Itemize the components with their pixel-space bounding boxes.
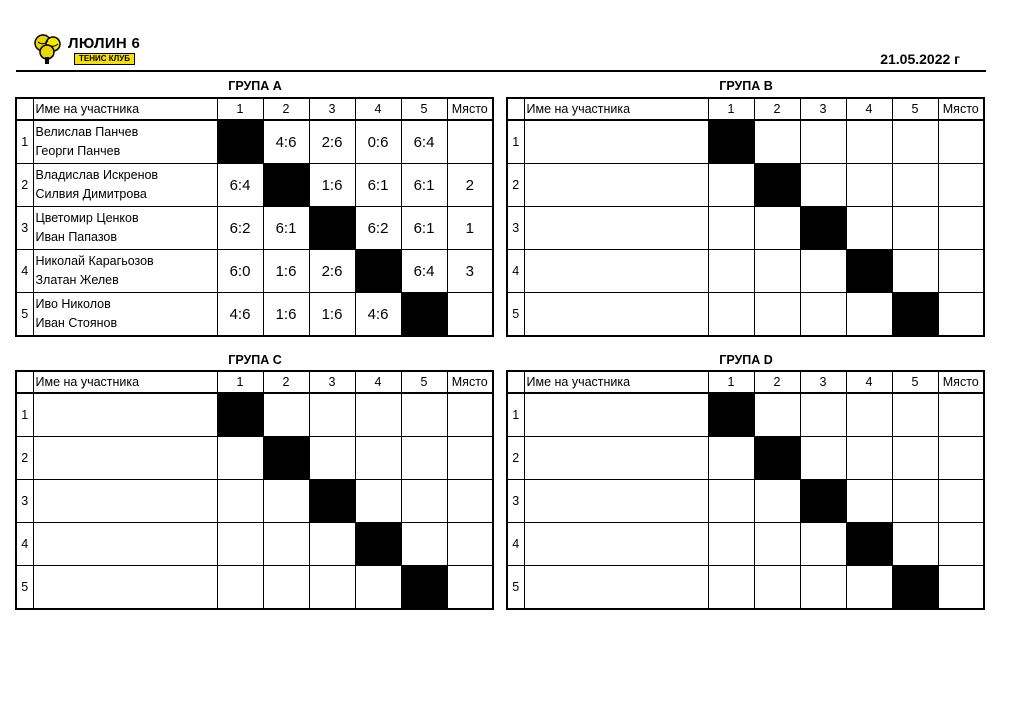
header-place-cell: Място <box>447 371 493 393</box>
header-number-cell <box>507 98 524 120</box>
match-score-cell[interactable] <box>309 437 355 480</box>
place-cell[interactable] <box>938 523 984 566</box>
self-match-blocked-cell <box>263 437 309 480</box>
row-number: 2 <box>507 164 524 207</box>
row-number: 5 <box>507 293 524 337</box>
match-score-cell[interactable] <box>263 523 309 566</box>
table-row <box>507 437 984 480</box>
self-match-blocked-cell <box>754 164 800 207</box>
participant-names[interactable] <box>524 393 708 437</box>
participant-names[interactable] <box>33 523 217 566</box>
place-cell[interactable] <box>938 164 984 207</box>
match-score-cell[interactable] <box>217 480 263 523</box>
self-match-blocked-cell <box>754 437 800 480</box>
match-score-cell[interactable]: 4:6 <box>217 293 263 337</box>
table-row <box>507 480 984 523</box>
match-score-cell[interactable]: 1:6 <box>263 250 309 293</box>
match-score-cell[interactable]: 6:1 <box>263 207 309 250</box>
match-score-cell[interactable] <box>263 566 309 610</box>
self-match-blocked-cell <box>800 207 846 250</box>
match-score-cell[interactable]: 6:4 <box>401 250 447 293</box>
place-cell[interactable] <box>938 207 984 250</box>
match-score-cell[interactable] <box>708 250 754 293</box>
participant-names[interactable] <box>33 250 217 293</box>
match-score-cell[interactable] <box>846 480 892 523</box>
participant-name-2: Иван Стоянов <box>35 316 118 330</box>
row-number: 3 <box>507 207 524 250</box>
participant-names[interactable] <box>524 164 708 207</box>
header-round-cell: 1 <box>708 98 754 120</box>
match-score-cell[interactable] <box>892 164 938 207</box>
header-row <box>16 98 493 120</box>
place-cell[interactable] <box>938 393 984 437</box>
table-row <box>507 207 984 250</box>
place-cell[interactable] <box>447 293 493 337</box>
self-match-blocked-cell <box>892 566 938 610</box>
match-score-cell[interactable] <box>892 250 938 293</box>
match-score-cell[interactable] <box>754 120 800 164</box>
header-place-cell: Място <box>938 371 984 393</box>
header-round-cell: 2 <box>754 371 800 393</box>
header-round-cell: 2 <box>263 371 309 393</box>
self-match-blocked-cell <box>217 120 263 164</box>
participant-name-2: Силвия Димитрова <box>35 187 147 201</box>
group-title-b: ГРУПА В <box>719 79 773 93</box>
header-number-cell <box>16 371 33 393</box>
row-number: 1 <box>16 120 33 164</box>
match-score-cell[interactable] <box>217 566 263 610</box>
match-score-cell[interactable] <box>401 393 447 437</box>
row-number: 2 <box>507 437 524 480</box>
match-score-cell[interactable] <box>754 207 800 250</box>
header-round-cell: 1 <box>708 371 754 393</box>
self-match-blocked-cell <box>355 523 401 566</box>
self-match-blocked-cell <box>846 523 892 566</box>
table-row <box>16 120 493 164</box>
match-score-cell[interactable] <box>708 566 754 610</box>
header-round-cell: 3 <box>800 98 846 120</box>
place-cell[interactable] <box>447 566 493 610</box>
table-row <box>507 293 984 337</box>
match-score-cell[interactable] <box>401 523 447 566</box>
place-cell[interactable] <box>447 393 493 437</box>
self-match-blocked-cell <box>355 250 401 293</box>
place-cell[interactable]: 3 <box>447 250 493 293</box>
match-score-cell[interactable] <box>708 293 754 337</box>
match-score-cell[interactable] <box>846 120 892 164</box>
place-cell[interactable] <box>938 120 984 164</box>
place-cell[interactable] <box>938 437 984 480</box>
match-score-cell[interactable] <box>800 523 846 566</box>
participant-name-1: Иво Николов <box>35 297 111 311</box>
header-row <box>16 371 493 393</box>
self-match-blocked-cell <box>263 164 309 207</box>
table-row <box>16 393 493 437</box>
place-cell[interactable] <box>447 120 493 164</box>
match-score-cell[interactable]: 6:2 <box>355 207 401 250</box>
participant-names[interactable] <box>33 437 217 480</box>
table-row <box>16 523 493 566</box>
match-score-cell[interactable] <box>754 393 800 437</box>
self-match-blocked-cell <box>401 566 447 610</box>
header-round-cell: 1 <box>217 371 263 393</box>
match-score-cell[interactable] <box>309 523 355 566</box>
match-score-cell[interactable] <box>263 480 309 523</box>
header-round-cell: 3 <box>309 98 355 120</box>
self-match-blocked-cell <box>217 393 263 437</box>
row-number: 2 <box>16 437 33 480</box>
match-score-cell[interactable] <box>800 566 846 610</box>
table-row <box>16 437 493 480</box>
self-match-blocked-cell <box>892 293 938 337</box>
place-cell[interactable] <box>938 480 984 523</box>
header-round-cell: 4 <box>355 371 401 393</box>
logo-subtitle: ТЕНИС КЛУБ <box>74 53 135 65</box>
header-name-cell: Име на участника <box>524 98 708 120</box>
match-score-cell[interactable] <box>355 480 401 523</box>
participant-names[interactable] <box>33 293 217 337</box>
header-name-cell: Име на участника <box>33 98 217 120</box>
event-date: 21.05.2022 г <box>880 51 960 67</box>
match-score-cell[interactable]: 2:6 <box>309 250 355 293</box>
participant-names[interactable] <box>524 293 708 337</box>
header-round-cell: 5 <box>892 98 938 120</box>
participant-name-1: Владислав Искренов <box>35 168 159 182</box>
match-score-cell[interactable] <box>800 120 846 164</box>
table-row <box>507 523 984 566</box>
table-row <box>16 164 493 207</box>
table-row <box>16 207 493 250</box>
self-match-blocked-cell <box>309 207 355 250</box>
group-title-a: ГРУПА А <box>228 79 282 93</box>
match-score-cell[interactable] <box>355 393 401 437</box>
match-score-cell[interactable]: 4:6 <box>355 293 401 337</box>
match-score-cell[interactable] <box>217 523 263 566</box>
match-score-cell[interactable] <box>263 393 309 437</box>
match-score-cell[interactable] <box>708 437 754 480</box>
match-score-cell[interactable]: 1:6 <box>309 164 355 207</box>
table-row <box>16 250 493 293</box>
header-round-cell: 5 <box>892 371 938 393</box>
participant-names[interactable] <box>33 566 217 610</box>
place-cell[interactable]: 2 <box>447 164 493 207</box>
match-score-cell[interactable]: 1:6 <box>309 293 355 337</box>
participant-names[interactable] <box>33 120 217 164</box>
participant-names[interactable] <box>524 437 708 480</box>
header-round-cell: 4 <box>846 98 892 120</box>
match-score-cell[interactable] <box>892 120 938 164</box>
match-score-cell[interactable] <box>892 207 938 250</box>
participant-name-2: Иван Папазов <box>35 230 118 244</box>
row-number: 2 <box>16 164 33 207</box>
match-score-cell[interactable] <box>708 207 754 250</box>
table-row <box>507 393 984 437</box>
place-cell[interactable]: 1 <box>447 207 493 250</box>
row-number: 3 <box>16 207 33 250</box>
group-c-table <box>15 370 494 610</box>
header-round-cell: 3 <box>309 371 355 393</box>
table-row <box>507 250 984 293</box>
match-score-cell[interactable] <box>708 480 754 523</box>
row-number: 5 <box>507 566 524 610</box>
tennis-ball-tree-icon <box>32 33 64 65</box>
self-match-blocked-cell <box>401 293 447 337</box>
match-score-cell[interactable] <box>217 437 263 480</box>
match-score-cell[interactable]: 6:1 <box>355 164 401 207</box>
match-score-cell[interactable]: 6:1 <box>401 207 447 250</box>
row-number: 1 <box>16 393 33 437</box>
header-round-cell: 4 <box>846 371 892 393</box>
self-match-blocked-cell <box>800 480 846 523</box>
table-row <box>507 120 984 164</box>
self-match-blocked-cell <box>708 120 754 164</box>
match-score-cell[interactable] <box>754 523 800 566</box>
logo-title: ЛЮЛИН 6 <box>68 35 141 52</box>
row-number: 4 <box>507 250 524 293</box>
table-row <box>16 480 493 523</box>
match-score-cell[interactable] <box>800 437 846 480</box>
place-cell[interactable] <box>447 480 493 523</box>
match-score-cell[interactable] <box>309 566 355 610</box>
match-score-cell[interactable] <box>800 393 846 437</box>
match-score-cell[interactable] <box>892 393 938 437</box>
club-logo <box>32 33 152 67</box>
match-score-cell[interactable] <box>846 164 892 207</box>
row-number: 3 <box>16 480 33 523</box>
header-round-cell: 2 <box>263 98 309 120</box>
participant-names[interactable] <box>33 207 217 250</box>
header-round-cell: 5 <box>401 98 447 120</box>
header-round-cell: 3 <box>800 371 846 393</box>
place-cell[interactable] <box>447 523 493 566</box>
group-title-d: ГРУПА D <box>719 353 773 367</box>
place-cell[interactable] <box>938 566 984 610</box>
participant-names[interactable] <box>524 480 708 523</box>
participant-name-1: Велислав Панчев <box>35 125 139 139</box>
table-row <box>507 566 984 610</box>
match-score-cell[interactable]: 6:2 <box>217 207 263 250</box>
match-score-cell[interactable] <box>892 437 938 480</box>
header-row <box>507 371 984 393</box>
table-row <box>16 293 493 337</box>
self-match-blocked-cell <box>708 393 754 437</box>
header-name-cell: Име на участника <box>33 371 217 393</box>
match-score-cell[interactable] <box>754 480 800 523</box>
participant-names[interactable] <box>524 207 708 250</box>
header-round-cell: 4 <box>355 98 401 120</box>
match-score-cell[interactable] <box>846 393 892 437</box>
participant-name-2: Георги Панчев <box>35 144 121 158</box>
row-number: 1 <box>507 120 524 164</box>
header-divider <box>16 70 986 72</box>
match-score-cell[interactable] <box>800 293 846 337</box>
match-score-cell[interactable] <box>846 566 892 610</box>
match-score-cell[interactable] <box>800 164 846 207</box>
match-score-cell[interactable] <box>401 437 447 480</box>
match-score-cell[interactable]: 1:6 <box>263 293 309 337</box>
participant-names[interactable] <box>524 120 708 164</box>
match-score-cell[interactable] <box>309 393 355 437</box>
match-score-cell[interactable] <box>892 480 938 523</box>
match-score-cell[interactable]: 6:0 <box>217 250 263 293</box>
match-score-cell[interactable] <box>846 207 892 250</box>
header-round-cell: 2 <box>754 98 800 120</box>
match-score-cell[interactable]: 6:4 <box>401 120 447 164</box>
match-score-cell[interactable] <box>708 523 754 566</box>
participant-names[interactable] <box>524 523 708 566</box>
match-score-cell[interactable]: 0:6 <box>355 120 401 164</box>
match-score-cell[interactable] <box>800 250 846 293</box>
group-d-table <box>506 370 985 610</box>
participant-name-1: Цветомир Ценков <box>35 211 139 225</box>
group-title-c: ГРУПА С <box>228 353 282 367</box>
match-score-cell[interactable]: 2:6 <box>309 120 355 164</box>
participant-names[interactable] <box>33 164 217 207</box>
participant-names[interactable] <box>33 480 217 523</box>
match-score-cell[interactable] <box>846 437 892 480</box>
match-score-cell[interactable] <box>355 566 401 610</box>
row-number: 4 <box>507 523 524 566</box>
row-number: 3 <box>507 480 524 523</box>
row-number: 5 <box>16 566 33 610</box>
table-row <box>507 164 984 207</box>
header-number-cell <box>16 98 33 120</box>
self-match-blocked-cell <box>309 480 355 523</box>
match-score-cell[interactable] <box>708 164 754 207</box>
match-score-cell[interactable] <box>401 480 447 523</box>
group-b-table <box>506 97 985 337</box>
header-place-cell: Място <box>938 98 984 120</box>
row-number: 4 <box>16 523 33 566</box>
participant-names[interactable] <box>524 250 708 293</box>
match-score-cell[interactable] <box>754 293 800 337</box>
header-number-cell <box>507 371 524 393</box>
match-score-cell[interactable]: 6:4 <box>217 164 263 207</box>
header-row <box>507 98 984 120</box>
match-score-cell[interactable]: 6:1 <box>401 164 447 207</box>
participant-name-1: Николай Карагьозов <box>35 254 154 268</box>
row-number: 1 <box>507 393 524 437</box>
table-row <box>16 566 493 610</box>
place-cell[interactable] <box>447 437 493 480</box>
match-score-cell[interactable] <box>355 437 401 480</box>
match-score-cell[interactable] <box>754 250 800 293</box>
place-cell[interactable] <box>938 293 984 337</box>
header-place-cell: Място <box>447 98 493 120</box>
place-cell[interactable] <box>938 250 984 293</box>
row-number: 4 <box>16 250 33 293</box>
self-match-blocked-cell <box>846 250 892 293</box>
group-a-table <box>15 97 494 337</box>
header-round-cell: 5 <box>401 371 447 393</box>
participant-names[interactable] <box>33 393 217 437</box>
participant-names[interactable] <box>524 566 708 610</box>
participant-name-2: Златан Желев <box>35 273 119 287</box>
match-score-cell[interactable] <box>754 566 800 610</box>
match-score-cell[interactable] <box>892 523 938 566</box>
match-score-cell[interactable] <box>846 293 892 337</box>
match-score-cell[interactable]: 4:6 <box>263 120 309 164</box>
header-round-cell: 1 <box>217 98 263 120</box>
row-number: 5 <box>16 293 33 337</box>
header-name-cell: Име на участника <box>524 371 708 393</box>
